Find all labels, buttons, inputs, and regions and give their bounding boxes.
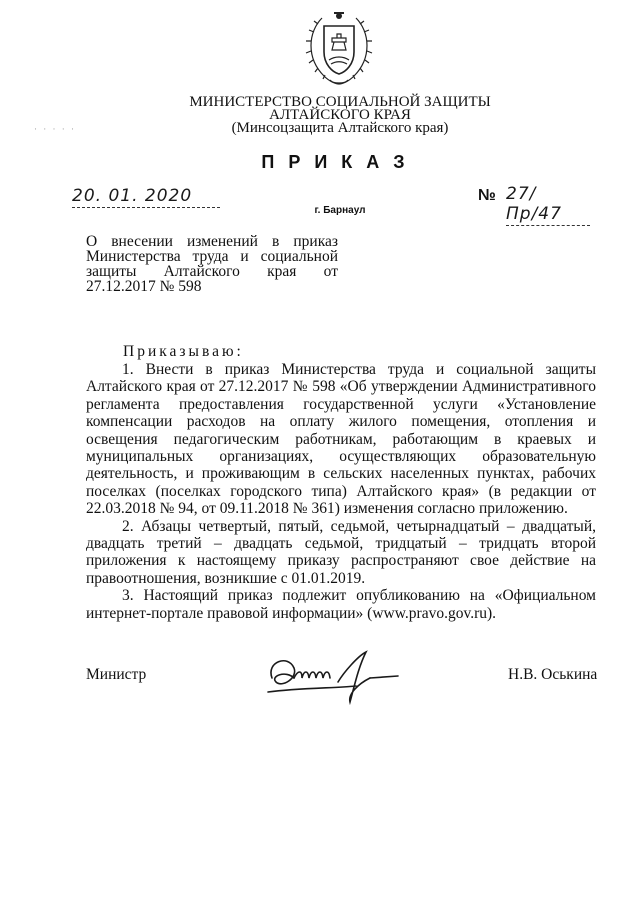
- order-word: Приказываю:: [123, 343, 244, 360]
- body-item-3: 3. Настоящий приказ подлежит опубликованию на «Официальном интернет-портале правовой информации» (www.pravo.gov.ru).: [86, 587, 596, 622]
- number-label: №: [478, 187, 496, 204]
- coat-of-arms-icon: [296, 8, 382, 90]
- document-subject: О внесении изменений в приказ Министерства труда и социальной защиты Алтайского края от 27.12.2017 № 598: [86, 233, 338, 295]
- body-item-2: 2. Абзацы четвертый, пятый, седьмой, четырнадцатый – двадцатый, двадцать третий – двадцать седьмой, тридцатый – тридцать второй приложения к настоящему приказу распространяют свое действие на правоотношения, возникшие с 01.01.2019.: [86, 517, 596, 587]
- city-label: г. Барнаул: [314, 205, 366, 216]
- signer-name: Н.В. Оськина: [508, 666, 598, 683]
- margin-marks: · · · · ·: [34, 124, 76, 134]
- handwritten-number: 27/Пр/47: [506, 184, 590, 226]
- handwritten-signature-icon: [258, 648, 406, 708]
- handwritten-date: 20. 01. 2020: [72, 186, 220, 208]
- ministry-name-line2: АЛТАЙСКОГО КРАЯ: [269, 107, 411, 123]
- signer-role: Министр: [86, 666, 147, 683]
- document-title: ПРИКАЗ: [261, 152, 419, 172]
- body-item-1: 1. Внести в приказ Министерства труда и социальной защиты Алтайского края от 27.12.2017 № 598 «Об утверждении Административного регламента предоставления государственной услуги «Установление компенсации расходов на оплату жилого помещения, отопления и освещения педагогическим работникам, работающим в краевых и муниципальных организациях, осуществляющих образовательную деятельность, и проживающим в сельских населенных пунктах, рабочих поселках (поселках городского типа) Алтайского края» (в редакции от 22.03.2018 № 94, от 09.11.2018 № 361) изменения согласно приложению.: [86, 361, 596, 518]
- ministry-short-name: (Минсоцзащита Алтайского края): [231, 120, 449, 136]
- ministry-name-line1: МИНИСТЕРСТВО СОЦИАЛЬНОЙ ЗАЩИТЫ: [189, 94, 491, 110]
- document-body: [86, 361, 596, 622]
